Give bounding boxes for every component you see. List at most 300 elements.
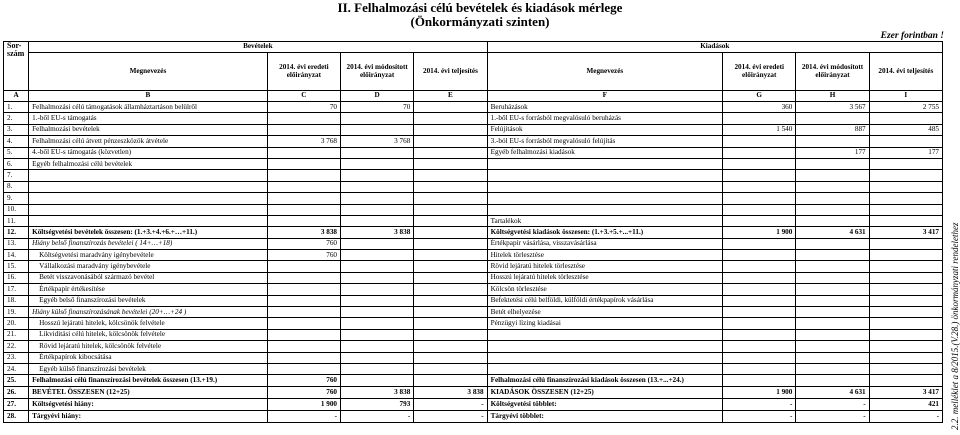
cell-n: 16. — [4, 272, 29, 283]
cell-g — [723, 238, 796, 249]
cell-h — [796, 341, 869, 352]
cell-h: 3 567 — [796, 102, 869, 113]
table-row — [4, 102, 943, 113]
cell-b: Felhalmozási célú finanszírozási bevételek összesen (13.+19.) — [29, 375, 268, 386]
table-row — [4, 352, 943, 363]
cell-b: Betét visszavonásából származó bevétel — [29, 272, 268, 283]
cell-g — [723, 295, 796, 306]
cell-b — [29, 181, 268, 192]
cell-n: 1. — [4, 102, 29, 113]
cell-d — [341, 341, 414, 352]
header-teljesites-kiad: 2014. évi teljesítés — [869, 53, 942, 91]
header-teljesites-bev: 2014. évi teljesítés — [414, 53, 487, 91]
cell-f: Költségvetési többlet: — [487, 398, 723, 410]
cell-g — [723, 284, 796, 295]
cell-e — [414, 250, 487, 261]
cell-i — [869, 284, 942, 295]
table-row — [4, 124, 943, 135]
cell-h — [796, 363, 869, 374]
cell-c — [267, 261, 340, 272]
table-row — [4, 238, 943, 249]
cell-f: Hitelek törlesztése — [487, 250, 723, 261]
cell-c — [267, 181, 340, 192]
cell-d — [341, 113, 414, 124]
page-title: II. Felhalmozási célú bevételek és kiadások mérlege — [337, 0, 623, 15]
cell-f: 3.-ból EU-s forrásból megvalósuló felújítás — [487, 136, 723, 147]
cell-g — [723, 341, 796, 352]
cell-c — [267, 170, 340, 181]
cell-c: 760 — [267, 250, 340, 261]
cell-f: Felhalmozási célú finanszírozási kiadások összesen (13.+...+24.) — [487, 375, 723, 386]
col-letter: I — [869, 91, 942, 102]
table-row — [4, 329, 943, 340]
cell-n: 28. — [4, 410, 29, 422]
cell-b: Likviditási célú hitelek, kölcsönök felvétele — [29, 329, 268, 340]
col-letter: B — [29, 91, 268, 102]
table-row — [4, 284, 943, 295]
cell-d — [341, 250, 414, 261]
cell-i — [869, 318, 942, 329]
cell-c: 3 838 — [267, 227, 340, 238]
cell-n: 14. — [4, 250, 29, 261]
header-kiadasok: Kiadások — [487, 42, 942, 53]
cell-g: 1 900 — [723, 227, 796, 238]
cell-n: 23. — [4, 352, 29, 363]
header-eredeti-kiad: 2014. évi eredeti előirányzat — [723, 53, 796, 91]
cell-b: Felhalmozási célú átvett pénzeszközök átvétele — [29, 136, 268, 147]
cell-i — [869, 170, 942, 181]
cell-b — [29, 215, 268, 226]
cell-g: 360 — [723, 102, 796, 113]
table-row — [4, 375, 943, 386]
cell-e — [414, 284, 487, 295]
cell-n: 27. — [4, 398, 29, 410]
cell-b: Egyéb felhalmozási célú bevételek — [29, 158, 268, 169]
cell-i — [869, 113, 942, 124]
cell-i: 421 — [869, 398, 942, 410]
cell-c: 70 — [267, 102, 340, 113]
cell-h — [796, 352, 869, 363]
cell-g — [723, 193, 796, 204]
cell-c — [267, 341, 340, 352]
cell-i — [869, 352, 942, 363]
cell-c — [267, 307, 340, 318]
cell-b: Vállalkozási maradvány igénybevétele — [29, 261, 268, 272]
cell-c: 760 — [267, 386, 340, 398]
cell-n: 4. — [4, 136, 29, 147]
cell-e — [414, 170, 487, 181]
cell-g — [723, 352, 796, 363]
cell-g — [723, 261, 796, 272]
cell-b — [29, 204, 268, 215]
cell-f: Befektetési célú belföldi, külföldi értékpapírok vásárlása — [487, 295, 723, 306]
cell-h — [796, 375, 869, 386]
cell-e: 3 838 — [414, 386, 487, 398]
cell-d — [341, 284, 414, 295]
cell-f: Költségvetési kiadások összesen: (1.+3.+5.+...+11.) — [487, 227, 723, 238]
cell-c — [267, 318, 340, 329]
cell-h — [796, 261, 869, 272]
page-subtitle: (Önkormányzati szinten) — [410, 14, 550, 29]
cell-d — [341, 307, 414, 318]
cell-e — [414, 375, 487, 386]
cell-c: 1 900 — [267, 398, 340, 410]
cell-n: 6. — [4, 158, 29, 169]
cell-c — [267, 158, 340, 169]
cell-e — [414, 204, 487, 215]
cell-e — [414, 147, 487, 158]
cell-d — [341, 352, 414, 363]
cell-n: 22. — [4, 341, 29, 352]
table-row — [4, 113, 943, 124]
cell-f — [487, 329, 723, 340]
cell-h — [796, 318, 869, 329]
cell-g — [723, 329, 796, 340]
cell-e — [414, 318, 487, 329]
cell-h — [796, 204, 869, 215]
cell-i — [869, 238, 942, 249]
cell-h — [796, 136, 869, 147]
cell-b: Értékpapír értékesítése — [29, 284, 268, 295]
cell-g: - — [723, 398, 796, 410]
cell-d: 3 838 — [341, 227, 414, 238]
cell-c — [267, 284, 340, 295]
header-modositott-kiad: 2014. évi módosított előirányzat — [796, 53, 869, 91]
table-row — [4, 204, 943, 215]
cell-f: KIADÁSOK ÖSSZESEN (12+25) — [487, 386, 723, 398]
cell-i — [869, 204, 942, 215]
cell-g: 1 540 — [723, 124, 796, 135]
col-letter: G — [723, 91, 796, 102]
unit-note: Ezer forintban ! — [880, 31, 944, 41]
cell-g — [723, 147, 796, 158]
cell-f: Felújítások — [487, 124, 723, 135]
cell-i — [869, 307, 942, 318]
cell-b: Költségvetési hiány: — [29, 398, 268, 410]
cell-i — [869, 272, 942, 283]
cell-h — [796, 238, 869, 249]
cell-h — [796, 193, 869, 204]
cell-g — [723, 215, 796, 226]
cell-d — [341, 170, 414, 181]
table-row — [4, 261, 943, 272]
cell-h — [796, 284, 869, 295]
cell-i — [869, 250, 942, 261]
cell-i: 485 — [869, 124, 942, 135]
header-megnevezes-bev: Megnevezés — [29, 53, 268, 91]
cell-n: 7. — [4, 170, 29, 181]
cell-e — [414, 215, 487, 226]
cell-i — [869, 193, 942, 204]
cell-d — [341, 215, 414, 226]
cell-f: Tárgyévi többlet: — [487, 410, 723, 422]
cell-e — [414, 136, 487, 147]
cell-d — [341, 181, 414, 192]
cell-d — [341, 363, 414, 374]
cell-c — [267, 204, 340, 215]
table-row — [4, 147, 943, 158]
cell-n: 20. — [4, 318, 29, 329]
col-letter: H — [796, 91, 869, 102]
cell-d — [341, 124, 414, 135]
cell-i — [869, 136, 942, 147]
cell-b: Értékpapírok kibocsátása — [29, 352, 268, 363]
cell-n: 17. — [4, 284, 29, 295]
cell-n: 13. — [4, 238, 29, 249]
cell-i — [869, 158, 942, 169]
cell-i — [869, 375, 942, 386]
cell-d — [341, 272, 414, 283]
cell-e — [414, 363, 487, 374]
cell-c — [267, 215, 340, 226]
side-note: 2.2. melléklet a 8/2015.(V.28.) önkormányzati rendelethez — [950, 222, 960, 430]
table-row — [4, 215, 943, 226]
cell-i: 177 — [869, 147, 942, 158]
table-row — [4, 398, 943, 410]
cell-d — [341, 295, 414, 306]
cell-g — [723, 136, 796, 147]
cell-n: 3. — [4, 124, 29, 135]
cell-b: Egyéb külső finanszírozási bevételek — [29, 363, 268, 374]
header-eredeti-bev: 2014. évi eredeti előirányzat — [267, 53, 340, 91]
cell-n: 10. — [4, 204, 29, 215]
cell-f: Betét elhelyezése — [487, 307, 723, 318]
cell-h — [796, 181, 869, 192]
cell-h: 887 — [796, 124, 869, 135]
cell-d — [341, 261, 414, 272]
table-row — [4, 363, 943, 374]
table-row — [4, 272, 943, 283]
cell-b: Költségvetési maradvány igénybevétele — [29, 250, 268, 261]
cell-n: 26. — [4, 386, 29, 398]
cell-b: Hiány külső finanszírozásának bevételei (20+…+24 ) — [29, 307, 268, 318]
cell-h: - — [796, 410, 869, 422]
cell-b: Felhalmozási célú támogatások államháztartáson belülről — [29, 102, 268, 113]
cell-e: - — [414, 410, 487, 422]
col-letter: A — [4, 91, 29, 102]
cell-i: - — [869, 410, 942, 422]
cell-f: Tartalékok — [487, 215, 723, 226]
cell-f — [487, 170, 723, 181]
cell-g — [723, 204, 796, 215]
cell-c — [267, 363, 340, 374]
cell-e — [414, 261, 487, 272]
cell-d: 3 768 — [341, 136, 414, 147]
cell-e — [414, 181, 487, 192]
cell-i: 3 417 — [869, 227, 942, 238]
cell-f: Egyéb felhalmozási kiadások — [487, 147, 723, 158]
cell-h — [796, 215, 869, 226]
cell-c — [267, 147, 340, 158]
table-row — [4, 181, 943, 192]
table-row — [4, 158, 943, 169]
cell-b: Hiány belső finanszírozás bevételei ( 14+…+18) — [29, 238, 268, 249]
table-row — [4, 193, 943, 204]
header-sorszam: Sor-szám — [4, 42, 29, 91]
cell-h — [796, 272, 869, 283]
table-row — [4, 318, 943, 329]
cell-b — [29, 193, 268, 204]
cell-f — [487, 193, 723, 204]
table-row — [4, 307, 943, 318]
cell-f — [487, 363, 723, 374]
cell-d: - — [341, 410, 414, 422]
cell-i — [869, 363, 942, 374]
cell-f — [487, 181, 723, 192]
cell-d — [341, 204, 414, 215]
cell-i: 2 755 — [869, 102, 942, 113]
cell-e — [414, 113, 487, 124]
cell-b: 4.-ből EU-s támogatás (közvetlen) — [29, 147, 268, 158]
cell-c — [267, 272, 340, 283]
cell-g — [723, 318, 796, 329]
cell-c — [267, 193, 340, 204]
table-row — [4, 136, 943, 147]
cell-h — [796, 170, 869, 181]
cell-g: 1 900 — [723, 386, 796, 398]
cell-e — [414, 307, 487, 318]
cell-i: 3 417 — [869, 386, 942, 398]
cell-c: 3 768 — [267, 136, 340, 147]
cell-b: Tárgyévi hiány: — [29, 410, 268, 422]
cell-n: 15. — [4, 261, 29, 272]
cell-n: 2. — [4, 113, 29, 124]
cell-g — [723, 363, 796, 374]
cell-h — [796, 307, 869, 318]
cell-e — [414, 341, 487, 352]
cell-d — [341, 147, 414, 158]
cell-f: Beruházások — [487, 102, 723, 113]
cell-d: 70 — [341, 102, 414, 113]
cell-h — [796, 113, 869, 124]
cell-h: 177 — [796, 147, 869, 158]
cell-h: 4 631 — [796, 386, 869, 398]
cell-b — [29, 170, 268, 181]
cell-d — [341, 318, 414, 329]
cell-c: - — [267, 410, 340, 422]
cell-n: 12. — [4, 227, 29, 238]
cell-d — [341, 375, 414, 386]
cell-g — [723, 307, 796, 318]
cell-g: - — [723, 410, 796, 422]
cell-b: Egyéb belső finanszírozási bevételek — [29, 295, 268, 306]
cell-b: Felhalmozási bevételek — [29, 124, 268, 135]
col-letter: E — [414, 91, 487, 102]
cell-g — [723, 181, 796, 192]
cell-n: 24. — [4, 363, 29, 374]
cell-f: Hosszú lejáratú hitelek törlesztése — [487, 272, 723, 283]
cell-f: 1.-ből EU-s forrásból megvalósuló beruházás — [487, 113, 723, 124]
cell-g — [723, 250, 796, 261]
cell-b: Rövid lejáratú hitelek, kölcsönök felvétele — [29, 341, 268, 352]
cell-n: 18. — [4, 295, 29, 306]
cell-c: 760 — [267, 238, 340, 249]
table-row — [4, 295, 943, 306]
cell-h: - — [796, 398, 869, 410]
cell-f — [487, 341, 723, 352]
cell-e — [414, 124, 487, 135]
cell-n: 11. — [4, 215, 29, 226]
cell-c — [267, 113, 340, 124]
cell-e — [414, 227, 487, 238]
cell-i — [869, 215, 942, 226]
cell-e — [414, 238, 487, 249]
cell-n: 8. — [4, 181, 29, 192]
cell-g — [723, 272, 796, 283]
cell-f — [487, 352, 723, 363]
cell-d — [341, 329, 414, 340]
cell-b: BEVÉTEL ÖSSZESEN (12+25) — [29, 386, 268, 398]
cell-e — [414, 193, 487, 204]
cell-g — [723, 158, 796, 169]
cell-d — [341, 238, 414, 249]
cell-c — [267, 124, 340, 135]
cell-e — [414, 102, 487, 113]
cell-c — [267, 352, 340, 363]
cell-e — [414, 272, 487, 283]
header-bevetelek: Bevételek — [29, 42, 487, 53]
cell-b: Hosszú lejáratú hitelek, kölcsönök felvétele — [29, 318, 268, 329]
cell-e: - — [414, 398, 487, 410]
cell-n: 25. — [4, 375, 29, 386]
cell-b: Költségvetési bevételek összesen: (1.+3.+4.+6.+…+11.) — [29, 227, 268, 238]
cell-c — [267, 295, 340, 306]
cell-n: 9. — [4, 193, 29, 204]
cell-i — [869, 329, 942, 340]
cell-n: 19. — [4, 307, 29, 318]
table-row — [4, 386, 943, 398]
cell-n: 21. — [4, 329, 29, 340]
cell-h — [796, 250, 869, 261]
table-row — [4, 170, 943, 181]
cell-i — [869, 295, 942, 306]
cell-f — [487, 204, 723, 215]
cell-d — [341, 193, 414, 204]
balance-table — [3, 41, 943, 423]
cell-b: 1.-ből EU-s támogatás — [29, 113, 268, 124]
col-letter: F — [487, 91, 723, 102]
table-row — [4, 410, 943, 422]
col-letter: D — [341, 91, 414, 102]
cell-h — [796, 158, 869, 169]
table-row — [4, 227, 943, 238]
cell-g — [723, 113, 796, 124]
cell-i — [869, 341, 942, 352]
cell-h — [796, 295, 869, 306]
cell-i — [869, 261, 942, 272]
cell-g — [723, 375, 796, 386]
cell-e — [414, 295, 487, 306]
table-row — [4, 341, 943, 352]
col-letter: C — [267, 91, 340, 102]
table-row — [4, 250, 943, 261]
cell-e — [414, 352, 487, 363]
cell-h — [796, 329, 869, 340]
cell-d: 793 — [341, 398, 414, 410]
cell-f: Értékpapír vásárlása, visszavásárlása — [487, 238, 723, 249]
cell-f: Kölcsön törlesztése — [487, 284, 723, 295]
cell-e — [414, 329, 487, 340]
cell-h: 4 631 — [796, 227, 869, 238]
header-megnevezes-kiad: Megnevezés — [487, 53, 723, 91]
cell-e — [414, 158, 487, 169]
cell-d: 3 838 — [341, 386, 414, 398]
cell-c: 760 — [267, 375, 340, 386]
cell-n: 5. — [4, 147, 29, 158]
cell-c — [267, 329, 340, 340]
cell-f — [487, 158, 723, 169]
cell-g — [723, 170, 796, 181]
